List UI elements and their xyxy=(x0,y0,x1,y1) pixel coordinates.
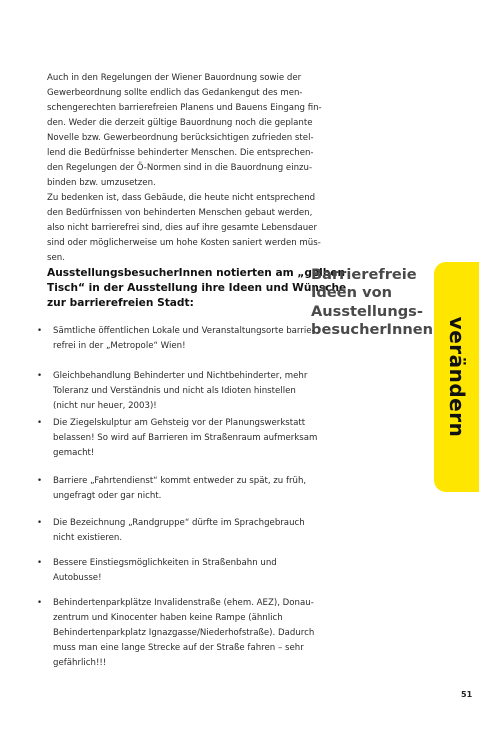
bullet-marker: • xyxy=(37,518,43,528)
chapter-tab-label: verändern xyxy=(444,316,469,438)
intro-line: sen. xyxy=(47,253,65,263)
intro-line: schengerechten barrierefreien Planens und Bauens Eingang fin- xyxy=(47,103,322,113)
list-item-line: Toleranz und Verständnis und nicht als Idioten hinstellen xyxy=(53,386,296,396)
intro-paragraph xyxy=(47,71,322,266)
list-item-line: Die Ziegelskulptur am Gehsteig vor der Planungswerkstatt xyxy=(53,418,306,428)
heading-line: zur barrierefreien Stadt: xyxy=(47,297,194,309)
list-item-line: muss man eine lange Strecke auf der Straße fahren – sehr xyxy=(53,643,304,653)
side-title xyxy=(311,266,434,339)
intro-line: den. Weder die derzeit gültige Bauordnung noch die geplante xyxy=(47,118,313,128)
list-item-line: nicht existieren. xyxy=(53,533,123,543)
heading-line: AusstellungsbesucherInnen notierten am „gelben xyxy=(47,267,346,279)
list-item-line: ungefragt oder gar nicht. xyxy=(53,491,162,501)
list-item-line: gefährlich!!! xyxy=(53,658,107,668)
bullet-marker: • xyxy=(37,558,43,568)
intro-line: den Bedürfnissen von behinderten Menschen gebaut werden, xyxy=(47,208,313,218)
list-item-line: Behindertenparkplatz Ignazgasse/Niederhofstraße). Dadurch xyxy=(53,628,315,638)
intro-line: den Regelungen der Ö-Normen sind in die Bauordnung einzu- xyxy=(47,163,313,173)
heading-line: Tisch“ in der Ausstellung ihre Ideen und Wünsche xyxy=(47,282,347,294)
list-item-line: (nicht nur heuer, 2003)! xyxy=(53,401,157,411)
intro-line: Novelle bzw. Gewerbeordnung berücksichtigen zufrieden stel- xyxy=(47,133,314,143)
section-heading xyxy=(47,266,347,311)
list-item-line: Bessere Einstiegsmöglichkeiten in Straßenbahn und xyxy=(53,558,277,568)
bullet-marker: • xyxy=(37,598,43,608)
intro-line: sind oder möglicherweise um hohe Kosten saniert werden müs- xyxy=(47,238,321,248)
intro-line: Zu bedenken ist, dass Gebäude, die heute nicht entsprechend xyxy=(47,193,316,203)
list-item-line: Sämtliche öffentlichen Lokale und Veranstaltungsorte barrie- xyxy=(53,326,315,336)
bullet-marker: • xyxy=(37,326,43,336)
list-item-line: Autobusse! xyxy=(53,573,102,583)
list-item-line: belassen! So wird auf Barrieren im Straßenraum aufmerksam xyxy=(53,433,318,443)
list-item-line: refrei in der „Metropole“ Wien! xyxy=(53,341,186,351)
list-item-line: Behindertenparkplätze Invalidenstraße (ehem. AEZ), Donau- xyxy=(53,598,314,608)
intro-line: lend die Bedürfnisse behinderter Menschen. Die entsprechen- xyxy=(47,148,314,158)
list-item-line: zentrum und Kinocenter haben keine Rampe (ähnlich xyxy=(53,613,283,623)
list-item-line: Die Bezeichnung „Randgruppe“ dürfte im Sprachgebrauch xyxy=(53,518,305,528)
intro-line: Gewerbeordnung sollte endlich das Gedankengut des men- xyxy=(47,88,303,98)
intro-line: binden bzw. umzusetzen. xyxy=(47,178,156,188)
side-title-line: Ausstellungs- xyxy=(311,302,423,320)
chapter-tab xyxy=(434,262,479,492)
bullet-marker: • xyxy=(37,418,43,428)
list-item-line: gemacht! xyxy=(53,448,95,458)
list-item-line: Barriere „Fahrtendienst“ kommt entweder zu spät, zu früh, xyxy=(53,476,307,486)
bullet-marker: • xyxy=(37,476,43,486)
intro-line: Auch in den Regelungen der Wiener Bauordnung sowie der xyxy=(47,73,302,83)
page-number: 51 xyxy=(461,690,473,699)
side-title-line: Ideen von xyxy=(311,284,393,302)
bullet-marker: • xyxy=(37,371,43,381)
side-title-line: Barrierefreie xyxy=(311,266,417,283)
list-item-line: Gleichbehandlung Behinderter und Nichtbehinderter, mehr xyxy=(53,371,308,381)
intro-line: also nicht barrierefrei sind, dies auf ihre gesamte Lebensdauer xyxy=(47,223,318,233)
side-title-line: besucherInnen xyxy=(311,320,434,338)
